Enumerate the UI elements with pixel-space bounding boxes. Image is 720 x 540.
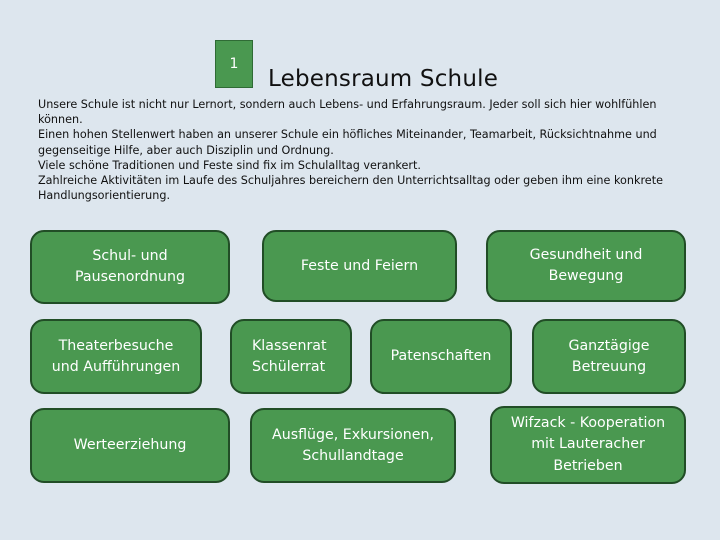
tile-label: Theaterbesuche und Aufführungen (51, 337, 181, 375)
tile-wifzack-kooperation (490, 406, 686, 484)
tile-ausfluege (250, 408, 456, 483)
tile-schul-pausenordnung (30, 230, 230, 304)
tile-werteerziehung (30, 408, 230, 483)
tile-label: Patenschaften (390, 348, 492, 364)
tile-label: Ganztägige Betreuung (568, 337, 650, 375)
tile-label: Klassenrat Schülerrat (252, 337, 327, 375)
slide-number: 1 (229, 56, 239, 72)
tile-label: Ausflüge, Exkursionen, Schullandtage (272, 426, 434, 464)
tile-label: Werteerziehung (73, 437, 187, 453)
tile-feste-feiern (262, 230, 457, 302)
intro-text (38, 97, 688, 203)
tile-theaterbesuche (30, 319, 202, 394)
slide-number-box (215, 40, 253, 88)
tile-label: Wifzack - Kooperation mit Lauteracher Betrieben (510, 414, 666, 474)
tile-ganztaegige-betreuung (532, 319, 686, 394)
tile-gesundheit-bewegung (486, 230, 686, 302)
intro-paragraph: Zahlreiche Aktivitäten im Laufe des Schuljahres bereichern den Unterrichtsalltag oder geben ihm eine konkrete Handlungsorientierung. (38, 174, 663, 203)
intro-paragraph: Unsere Schule ist nicht nur Lernort, sondern auch Lebens- und Erfahrungsraum. Jeder soll sich hier wohlfühlen können. (38, 98, 657, 127)
tile-label: Gesundheit und Bewegung (529, 247, 643, 284)
tile-patenschaften (370, 319, 512, 394)
tile-label: Feste und Feiern (300, 257, 419, 274)
tile-label: Schul- und Pausenordnung (75, 248, 185, 285)
slide-title: Lebensraum Schule (268, 66, 499, 92)
intro-paragraph: Viele schöne Traditionen und Feste sind fix im Schulalltag verankert. (38, 158, 421, 172)
tile-klassenrat-schuelerrat (230, 319, 352, 394)
intro-paragraph: Einen hohen Stellenwert haben an unserer Schule ein höfliches Miteinander, Teamarbeit, Rücksichtnahme und gegenseitige Hilfe, aber auch Disziplin und Ordnung. (38, 128, 657, 157)
